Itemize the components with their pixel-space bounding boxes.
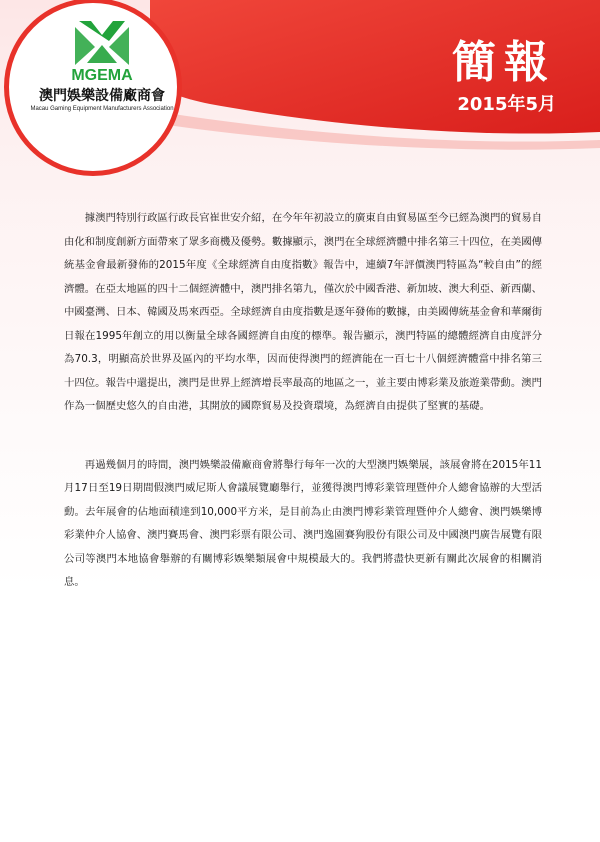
mgema-logo-icon — [71, 17, 133, 69]
issue-date: 2015年5月 — [457, 94, 556, 115]
logo-english-name: Macau Gaming Equipment Manufacturers Association — [30, 106, 174, 112]
article-body — [64, 207, 542, 595]
logo-abbreviation: MGEMA — [71, 67, 133, 84]
page-title: 簡報 — [452, 37, 556, 88]
logo-badge — [4, 0, 182, 176]
logo-chinese-name: 澳門娛樂設備廠商會 — [39, 88, 165, 104]
paragraph-gaming-show: 再過幾個月的時間，澳門娛樂設備廠商會將舉行每年一次的大型澳門娛樂展，該展會將在2015年11月17日至19日期間假澳門威尼斯人會議展覽廳舉行，並獲得澳門博彩業管理暨仲介人總會協辦的大型活動。去年展會的佔地面積達到10,000平方米，是目前為止由澳門博彩業管理暨仲介人總會、澳門娛樂博彩業仲介人協會、澳門賽馬會、澳門彩票有限公司、澳門逸園賽狗股份有限公司及中國澳門廣告展覽有限公司等澳門本地協會舉辦的有關博彩娛樂類展會中規模最大的。我們將盡快更新有關此次展會的相關消息。 — [64, 458, 542, 588]
paragraph-economic-freedom: 據澳門特別行政區行政長官崔世安介紹，在今年年初設立的廣東自由貿易區至今已經為澳門的貿易自由化和制度創新方面帶來了眾多商機及優勢。數據顯示，澳門在全球經濟體中排名第三十四位，在美國傳統基金會最新發佈的2015年度《全球經濟自由度指數》報告中，連續7年評價澳門特區為“較自由”的經濟體。在亞太地區的四十二個經濟體中，澳門排名第九，僅次於中國香港、新加坡、澳大利亞、新西蘭、中國臺灣、日本、韓國及馬來西亞。全球經濟自由度指數是逐年發佈的數據，由美國傳統基金會和華爾街日報在1995年創立的用以衡量全球各國經濟自由度的標準。報告顯示，澳門特區的總體經濟自由度評分為70.3，明顯高於世界及區內的平均水準，因而使得澳門的經濟能在一百七十八個經濟體當中排名第三十四位。報告中還提出，澳門是世界上經濟增長率最高的地區之一，並主要由博彩業及旅遊業帶動。澳門作為一個歷史悠久的自由港，其開放的國際貿易及投資環境，為經濟自由提供了堅實的基礎。 — [64, 212, 542, 412]
